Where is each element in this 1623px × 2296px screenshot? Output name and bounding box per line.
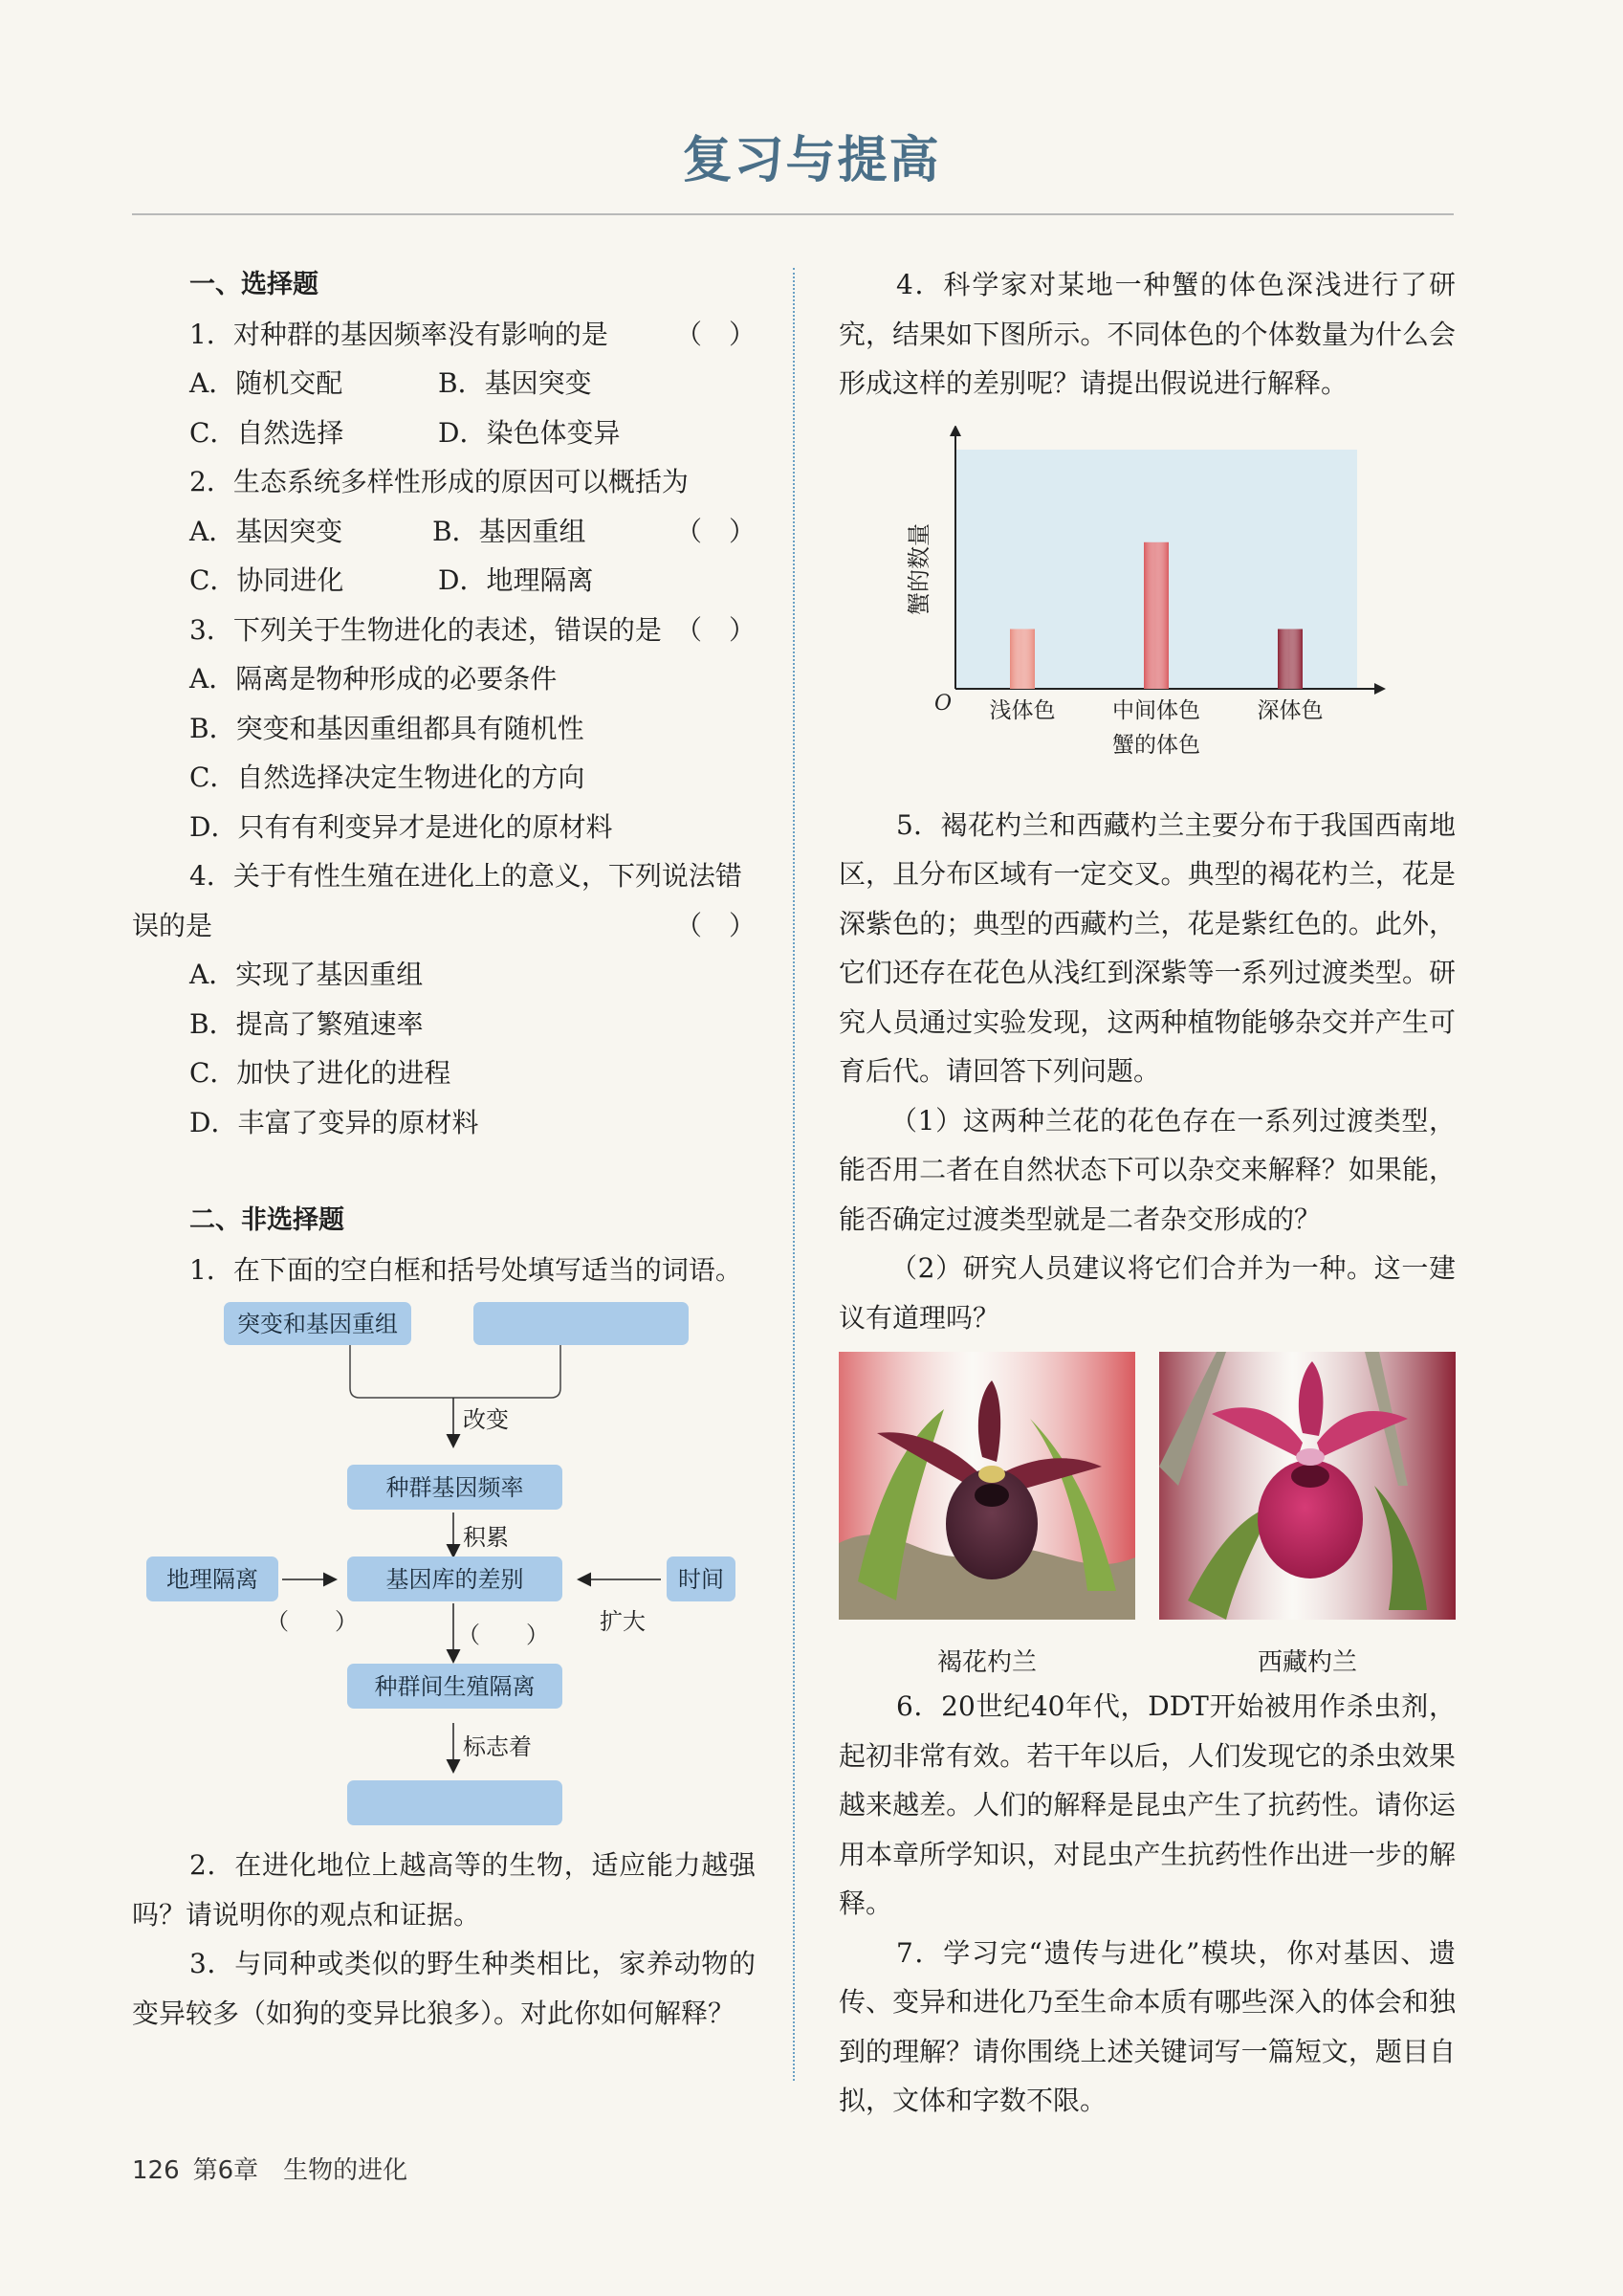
- q3-option-a: A．隔离是物种形成的必要条件: [189, 663, 558, 695]
- open-question-6: 6．20世纪40年代，DDT开始被用作杀虫剂，起初非常有效。若干年以后，人们发现它的杀虫效果越来越差。人们的解释是昆虫产生了抗药性。请你运用本章所学知识，对昆虫产生抗药性作出进一步的解释。: [839, 1690, 1456, 1919]
- q1-options-row1: A．随机交配 B．基因突变: [189, 367, 592, 399]
- left-column: [132, 260, 756, 2038]
- photo-cypripedium-tibeticum: [1159, 1352, 1456, 1620]
- caption-cypripedium-tibeticum: 西藏杓兰: [1257, 1648, 1357, 1677]
- q2-options-row1: A．基因突变 B．基因重组: [189, 515, 586, 547]
- crab-chart-svg: [839, 426, 1456, 789]
- q4-option-c: C．加快了进化的进程: [189, 1057, 451, 1089]
- open-question-4: 4．科学家对某地一种蟹的体色深浅进行了研究，结果如下图所示。不同体色的个体数量为什么会形成这样的差别呢？请提出假说进行解释。: [839, 269, 1456, 399]
- open-question-2: 2．在进化地位上越高等的生物，适应能力越强吗？请说明你的观点和证据。: [132, 1849, 756, 1931]
- crab-color-chart: [839, 426, 1456, 789]
- x-tick-label-2: 深体色: [1257, 697, 1324, 723]
- origin-label: O: [934, 691, 953, 716]
- open-question-5: 5．褐花杓兰和西藏杓兰主要分布于我国西南地区，且分布区域有一定交叉。典型的褐花杓兰，花是深紫色的；典型的西藏杓兰，花是紫红色的。此外，它们还存在花色从浅红到深紫等一系列过渡类型。研究人员通过实验发现，这两种植物能够杂交并产生可育后代。请回答下列问题。: [839, 808, 1456, 1087]
- q4-option-d: D．丰富了变异的原材料: [189, 1106, 479, 1138]
- box-blank-top: [473, 1302, 689, 1345]
- q3-option-c: C．自然选择决定生物进化的方向: [189, 762, 585, 793]
- box-blank-bottom: [347, 1780, 562, 1825]
- bar-shade-2: [1278, 629, 1303, 689]
- photo-cypripedium-calcicola: [839, 1352, 1135, 1620]
- evolution-flow-diagram: [132, 1302, 756, 1833]
- y-axis-label: 蟹的数量: [906, 522, 932, 615]
- q2-options-row2: C．协同进化 D．地理隔离: [189, 564, 594, 596]
- section-heading-open: 二、非选择题: [189, 1205, 344, 1235]
- y-axis-arrow: [950, 426, 961, 436]
- page-number: 126: [132, 2156, 180, 2185]
- bar-shade-0: [1010, 629, 1035, 689]
- label-expand: 扩大: [600, 1608, 646, 1635]
- question-4: 4．关于有性生殖在进化上的意义，下列说法错误的是 （ ）: [132, 860, 756, 941]
- question-2: 2．生态系统多样性形成的原因可以概括为 （ ）: [189, 466, 756, 547]
- question-3: 3．下列关于生物进化的表述，错误的是 （ ）: [189, 613, 756, 646]
- label-marks: 标志着: [463, 1733, 532, 1760]
- paren-blank-left: （ ）: [266, 1608, 358, 1635]
- open-question-7: 7．学习完“遗传与进化”模块，你对基因、遗传、变异和进化乃至生命本质有哪些深入的体会和独到的理解？请你围绕上述关键词写一篇短文，题目自拟，文体和字数不限。: [839, 1936, 1456, 2116]
- box-gene-pool-difference: 基因库的差别: [347, 1556, 562, 1601]
- box-mutation-recombination: 突变和基因重组: [224, 1302, 411, 1345]
- page-title: 复习与提高: [682, 132, 941, 189]
- paren-blank-middle: （ ）: [457, 1622, 549, 1648]
- open-question-1: 1．在下面的空白框和括号处填写适当的词语。: [189, 1253, 742, 1286]
- title-rule: [132, 213, 1454, 215]
- question-5-part-2: （2）研究人员建议将它们合并为一种。这一建议有道理吗？: [839, 1252, 1456, 1334]
- q3-option-b: B．突变和基因重组都具有随机性: [189, 712, 584, 744]
- box-gene-frequency: 种群基因频率: [347, 1465, 562, 1510]
- box-time: 时间: [667, 1556, 735, 1601]
- chapter-title: 第6章 生物的进化: [192, 2156, 408, 2185]
- page-footer: [132, 2151, 407, 2186]
- q1-options-row2: C．自然选择 D．染色体变异: [189, 416, 621, 449]
- right-column: [839, 260, 1456, 2126]
- q4-option-a: A．实现了基因重组: [189, 959, 424, 990]
- box-reproductive-isolation: 种群间生殖隔离: [347, 1664, 562, 1709]
- orchid-photos: [839, 1352, 1456, 1682]
- box-geographic-isolation: 地理隔离: [146, 1556, 278, 1601]
- bar-shade-1: [1144, 541, 1169, 688]
- label-change: 改变: [463, 1406, 509, 1433]
- question-1: 1．对种群的基因频率没有影响的是 （ ）: [189, 318, 756, 350]
- open-question-3: 3．与同种或类似的野生种类相比，家养动物的变异较多（如狗的变异比狼多）。对此你如何解释？: [132, 1948, 756, 2029]
- x-tick-label-0: 浅体色: [989, 697, 1056, 723]
- section-heading-choice: 一、选择题: [189, 270, 318, 299]
- q4-option-b: B．提高了繁殖速率: [189, 1007, 424, 1040]
- x-axis-arrow: [1374, 683, 1386, 695]
- column-divider: [793, 268, 795, 2081]
- x-axis-label: 蟹的体色: [1112, 732, 1200, 758]
- label-accumulate: 积累: [463, 1524, 509, 1551]
- question-5-part-1: （1）这两种兰花的花色存在一系列过渡类型，能否用二者在自然状态下可以杂交来解释？如果能，能否确定过渡类型就是二者杂交形成的？: [839, 1104, 1456, 1235]
- q3-option-d: D．只有有利变异才是进化的原材料: [189, 810, 613, 843]
- caption-cypripedium-calcicola: 褐花杓兰: [936, 1648, 1037, 1677]
- x-tick-label-1: 中间体色: [1112, 697, 1200, 723]
